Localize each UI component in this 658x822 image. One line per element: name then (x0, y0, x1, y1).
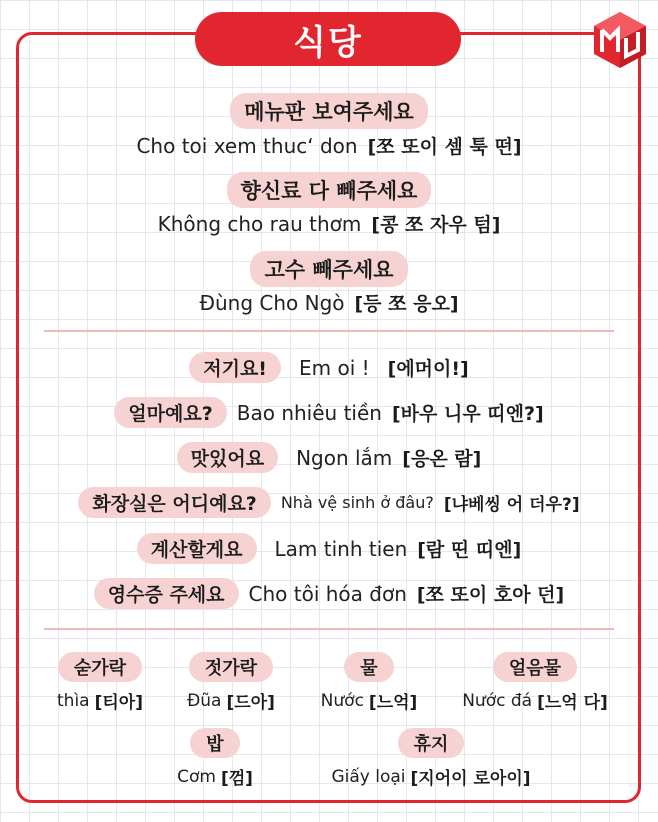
korean-phrase-pill: 고수 빼주세요 (250, 251, 407, 287)
pronunciation-text: [냐베씽 어 더우?] (443, 495, 580, 515)
top-phrase-3-korean-row (0, 251, 658, 287)
pronunciation-text: [에머이!] (387, 358, 469, 380)
korean-phrase-pill: 저기요! (189, 352, 281, 383)
word-cell (40, 652, 160, 713)
page-title: 식당 (195, 12, 461, 66)
pronunciation-text: [등 쪼 응오] (354, 293, 459, 315)
top-phrase-3-translation-row (0, 289, 658, 316)
top-phrase-1-translation-row (0, 132, 658, 159)
vietnamese-text: Cơm (177, 766, 216, 787)
word-cell (306, 652, 432, 713)
vietnamese-text: Nước (320, 690, 364, 711)
vietnamese-text: Không cho rau thơm (157, 211, 362, 236)
vietnamese-text: Đũa (187, 690, 222, 711)
phrase-row (0, 533, 658, 564)
pronunciation-text: [티아] (94, 693, 143, 713)
vietnamese-text: Em oi ! (298, 355, 370, 380)
pronunciation-text: [드아] (226, 693, 275, 713)
vietnamese-text: Bao nhiêu tiền (236, 400, 382, 425)
pronunciation-text: [껌] (220, 769, 253, 789)
korean-phrase-pill: 얼마예요? (114, 397, 226, 428)
korean-phrase-pill: 향신료 다 빼주세요 (227, 172, 432, 208)
phrase-row (0, 352, 658, 383)
pronunciation-text: [콩 쪼 자우 텀] (371, 214, 501, 236)
phrase-row (0, 487, 658, 518)
korean-word-pill: 휴지 (398, 728, 465, 758)
section-divider (44, 330, 614, 332)
cube-logo-icon (588, 8, 652, 72)
phrase-row (0, 578, 658, 609)
vietnamese-text: Lam tinh tien (274, 536, 408, 561)
korean-word-pill: 젓가락 (189, 652, 273, 682)
vietnamese-text: Nhà vệ sinh ở đâu? (280, 493, 434, 512)
pronunciation-text: [쪼 또이 호아 던] (416, 584, 565, 606)
top-phrase-1-korean-row (0, 93, 658, 129)
vietnamese-text: Ngon lắm (296, 445, 393, 470)
phrase-row (0, 442, 658, 473)
vietnamese-text: Nước đá (462, 690, 533, 711)
word-cell (452, 652, 618, 713)
korean-word-pill: 밥 (190, 728, 239, 758)
korean-phrase-pill: 계산할게요 (137, 533, 257, 564)
korean-word-pill: 물 (344, 652, 393, 682)
korean-word-pill: 얼음물 (493, 652, 577, 682)
vietnamese-text: thìa (57, 690, 90, 711)
korean-phrase-pill: 화장실은 어디예요? (78, 487, 270, 518)
top-phrase-2-translation-row (0, 210, 658, 237)
vietnamese-text: Cho tôi hóa đơn (248, 581, 407, 606)
top-phrase-2-korean-row (0, 172, 658, 208)
pronunciation-text: [지어이 로아이] (410, 769, 531, 789)
pronunciation-text: [람 띤 띠엔] (417, 539, 522, 561)
phrase-row (0, 397, 658, 428)
pronunciation-text: [쪼 또이 셈 툭 떤] (367, 136, 522, 158)
pronunciation-text: [느억 다] (537, 693, 608, 713)
section-divider (44, 628, 614, 630)
word-cell (150, 728, 280, 789)
korean-phrase-pill: 영수증 주세요 (94, 578, 239, 609)
vietnamese-text: Giấy loại (331, 766, 406, 787)
korean-word-pill: 숟가락 (58, 652, 142, 682)
korean-phrase-pill: 맛있어요 (177, 442, 278, 473)
vietnamese-text: Cho toi xem thuc‘ don (136, 133, 358, 158)
vietnamese-text: Đùng Cho Ngò (199, 290, 345, 315)
word-cell (316, 728, 546, 789)
pronunciation-text: [응온 람] (402, 448, 482, 470)
word-cell (171, 652, 291, 713)
pronunciation-text: [바우 니우 띠엔?] (391, 403, 544, 425)
korean-phrase-pill: 메뉴판 보여주세요 (230, 93, 428, 129)
pronunciation-text: [느억] (368, 693, 418, 713)
